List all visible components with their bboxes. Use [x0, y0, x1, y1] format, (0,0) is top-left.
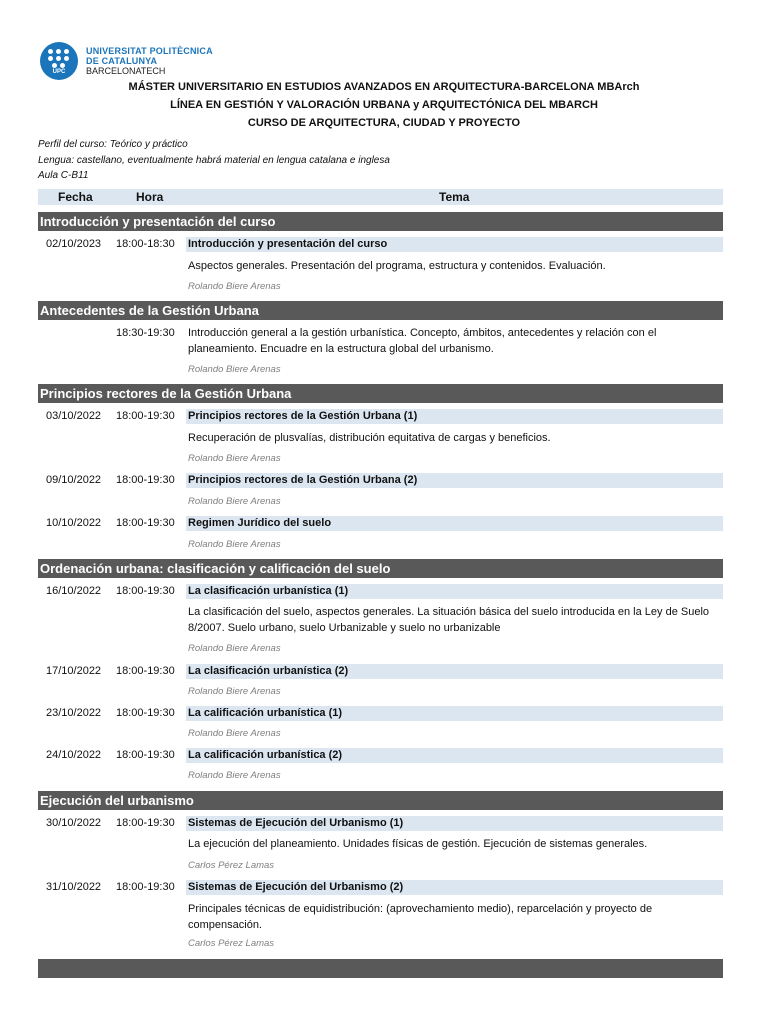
session-topic: Principios rectores de la Gestión Urbana (2) [188, 474, 418, 486]
session-time: 18:00-18:30 [116, 238, 175, 250]
session-time: 18:00-19:30 [116, 817, 175, 829]
session-professor: Rolando Biere Arenas [188, 686, 281, 697]
session-date: 03/10/2022 [46, 410, 102, 422]
session-date: 02/10/2023 [46, 238, 102, 250]
table-header [38, 189, 723, 205]
session-professor: Rolando Biere Arenas [188, 539, 281, 550]
session-professor: Rolando Biere Arenas [188, 496, 281, 507]
session-professor: Rolando Biere Arenas [188, 453, 281, 464]
document-title-1: MÁSTER UNIVERSITARIO EN ESTUDIOS AVANZADOS EN ARQUITECTURA-BARCELONA MBArch [128, 81, 640, 93]
session-professor: Rolando Biere Arenas [188, 281, 281, 292]
session-description: Aspectos generales. Presentación del programa, estructura y contenidos. Evaluación. [188, 260, 606, 272]
course-language: Lengua: castellano, eventualmente habrá material en lengua catalana e inglesa [38, 155, 390, 166]
section-header: Ejecución del urbanismo [38, 791, 723, 810]
header-tema: Tema [439, 190, 470, 204]
session-description: La clasificación del suelo, aspectos generales. La situación básica del suelo introducida en la Ley de Suelo 8/2007. Suelo urbano, suelo Urbanizable y suelo no urbanizable [188, 606, 710, 634]
session-date: 24/10/2022 [46, 749, 102, 761]
session-time: 18:00-19:30 [116, 665, 175, 677]
course-profile: Perfil del curso: Teórico y práctico [38, 139, 188, 150]
session-topic: La calificación urbanística (2) [188, 749, 343, 761]
header-fecha: Fecha [58, 190, 93, 204]
session-topic: La calificación urbanística (1) [188, 707, 343, 719]
logo-line-3: BARCELONATECH [86, 66, 166, 76]
session-date: 09/10/2022 [46, 474, 102, 486]
session-professor: Rolando Biere Arenas [188, 770, 281, 781]
session-description: La ejecución del planeamiento. Unidades físicas de gestión. Ejecución de sistemas generales. [188, 838, 648, 850]
session-time: 18:30-19:30 [116, 327, 175, 339]
session-description: Principales técnicas de equidistribución: (aprovechamiento medio), reparcelación y proyecto de compensación. [188, 903, 653, 931]
session-professor: Rolando Biere Arenas [188, 643, 281, 654]
session-time: 18:00-19:30 [116, 517, 175, 529]
session-professor: Rolando Biere Arenas [188, 364, 281, 375]
session-date: 23/10/2022 [46, 707, 102, 719]
session-date: 17/10/2022 [46, 665, 102, 677]
session-professor: Carlos Pérez Lamas [188, 938, 275, 949]
session-date: 30/10/2022 [46, 817, 102, 829]
session-topic: Sistemas de Ejecución del Urbanismo (2) [188, 881, 404, 893]
session-topic: Sistemas de Ejecución del Urbanismo (1) [188, 817, 404, 829]
section-header: Antecedentes de la Gestión Urbana [38, 301, 723, 320]
session-time: 18:00-19:30 [116, 410, 175, 422]
session-topic: La clasificación urbanística (1) [188, 585, 349, 597]
session-professor: Rolando Biere Arenas [188, 728, 281, 739]
section-header: Ordenación urbana: clasificación y calificación del suelo [38, 559, 723, 578]
table-footer-bar [38, 959, 723, 978]
session-topic: La clasificación urbanística (2) [188, 665, 349, 677]
logo-line-1: UNIVERSITAT POLITÈCNICA [86, 46, 213, 56]
session-description: Recuperación de plusvalías, distribución equitativa de cargas y beneficios. [188, 432, 551, 444]
document-title-3: CURSO DE ARQUITECTURA, CIUDAD Y PROYECTO [247, 117, 521, 129]
session-date: 16/10/2022 [46, 585, 102, 597]
upc-logo [40, 42, 213, 80]
session-time: 18:00-19:30 [116, 749, 175, 761]
session-topic: Introducción y presentación del curso [188, 238, 388, 250]
course-classroom: Aula C-B11 [38, 170, 89, 181]
header-hora: Hora [136, 190, 164, 204]
session-topic: Principios rectores de la Gestión Urbana (1) [188, 410, 418, 422]
session-time: 18:00-19:30 [116, 585, 175, 597]
session-time: 18:00-19:30 [116, 707, 175, 719]
document-title-2: LÍNEA EN GESTIÓN Y VALORACIÓN URBANA y ARQUITECTÓNICA DEL MBARCH [170, 99, 598, 111]
session-professor: Carlos Pérez Lamas [188, 860, 275, 871]
section-header: Principios rectores de la Gestión Urbana [38, 384, 723, 403]
session-date: 31/10/2022 [46, 881, 102, 893]
session-time: 18:00-19:30 [116, 474, 175, 486]
section-header: Introducción y presentación del curso [38, 212, 723, 231]
session-date: 10/10/2022 [46, 517, 102, 529]
upc-logo-icon: UPC [40, 42, 78, 80]
session-time: 18:00-19:30 [116, 881, 175, 893]
logo-line-2: DE CATALUNYA [86, 56, 158, 66]
session-description: Introducción general a la gestión urbanística. Concepto, ámbitos, antecedentes y relación con el planeamiento. Encuadre en la estructura global del urbanismo. [188, 327, 657, 355]
session-topic: Regimen Jurídico del suelo [188, 517, 332, 529]
